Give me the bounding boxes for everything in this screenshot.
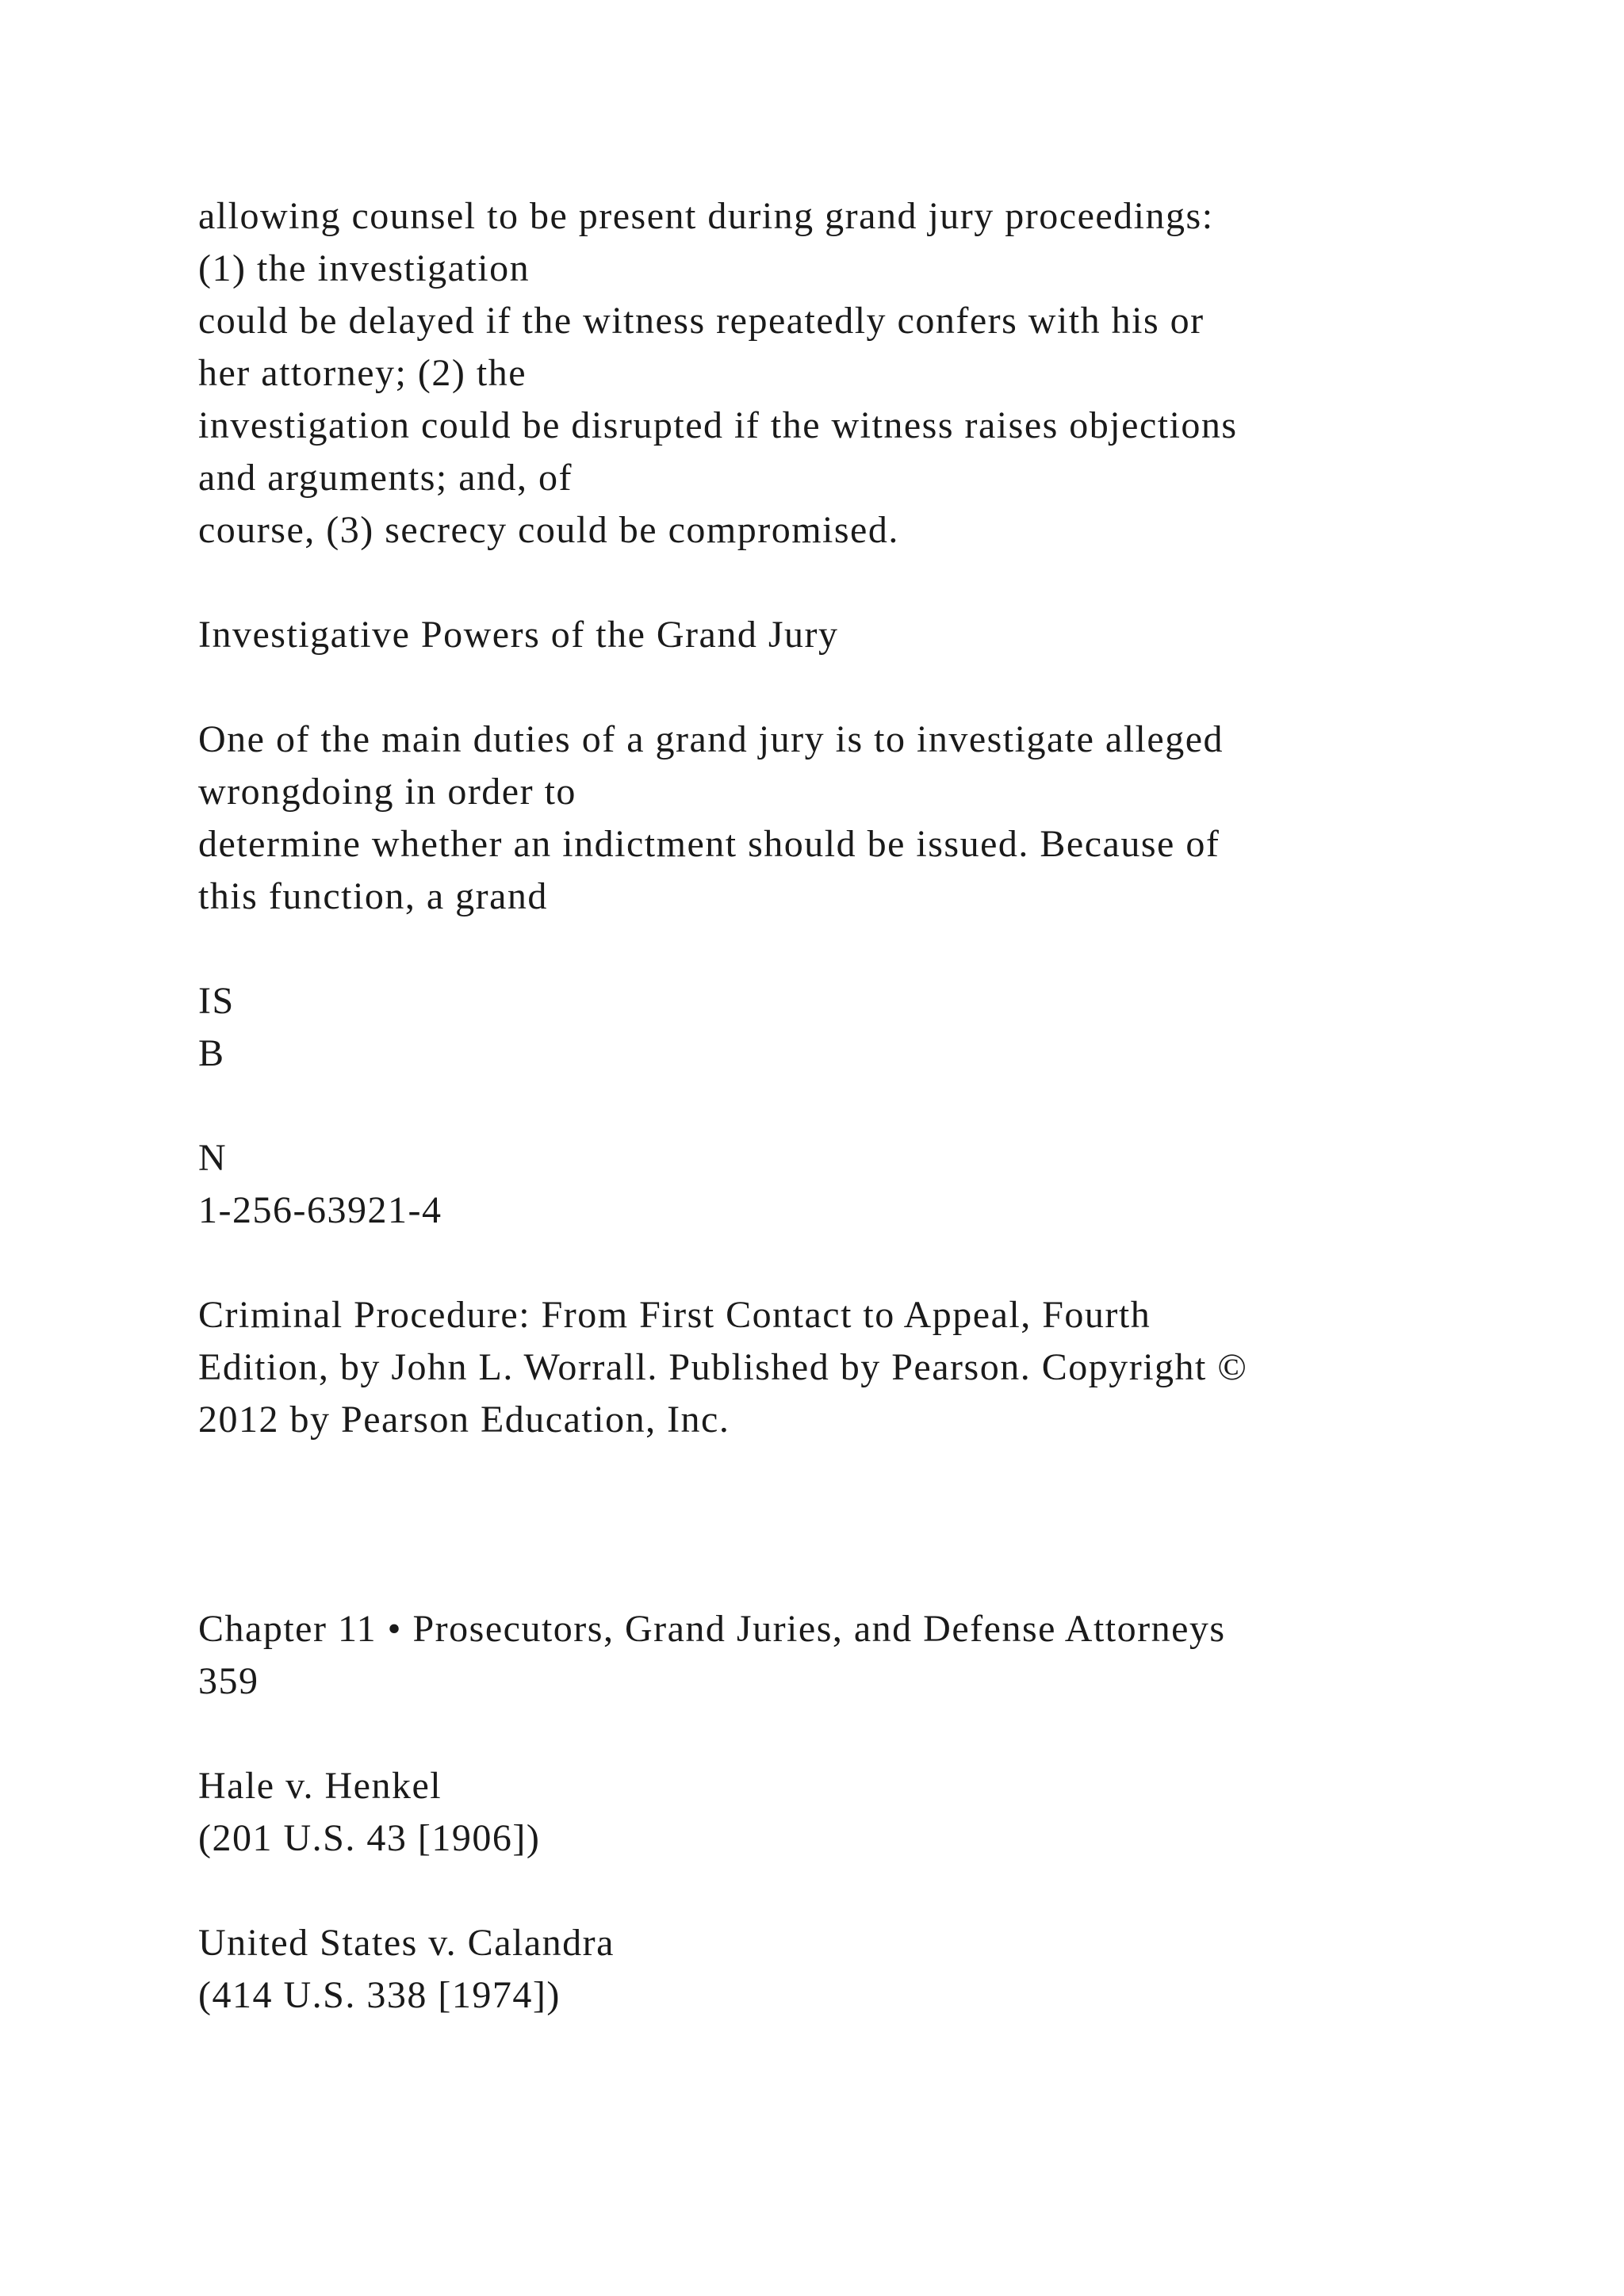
- text-line: Edition, by John L. Worrall. Published by Pearson. Copyright ©: [198, 1346, 1248, 1388]
- case-reference: (201 U.S. 43 [1906]): [198, 1817, 541, 1859]
- text-line: allowing counsel to be present during grand jury proceedings:: [198, 195, 1214, 237]
- copyright-notice: [198, 1289, 1546, 1446]
- isbn-number: 1-256-63921-4: [198, 1189, 442, 1231]
- chapter-title: Chapter 11 • Prosecutors, Grand Juries, and Defense Attorneys: [198, 1608, 1226, 1650]
- text-line: and arguments; and, of: [198, 457, 573, 499]
- case-reference: (414 U.S. 338 [1974]): [198, 1974, 561, 2016]
- spacer: [198, 1708, 1546, 1760]
- text-line: investigation could be disrupted if the witness raises objections: [198, 404, 1238, 446]
- case-name: United States v. Calandra: [198, 1922, 615, 1964]
- section-heading: Investigative Powers of the Grand Jury: [198, 614, 839, 656]
- spacer: [198, 557, 1546, 609]
- text-line: course, (3) secrecy could be compromised.: [198, 509, 899, 551]
- isbn-block: [198, 975, 1546, 1237]
- text-line: Criminal Procedure: From First Contact to Appeal, Fourth: [198, 1294, 1151, 1336]
- page-number: 359: [198, 1660, 259, 1702]
- spacer: [198, 1080, 1546, 1132]
- text-line: One of the main duties of a grand jury is to investigate alleged: [198, 718, 1224, 760]
- text-line: could be delayed if the witness repeatedly confers with his or: [198, 300, 1205, 342]
- isbn-fragment: B: [198, 1032, 225, 1074]
- text-line: (1) the investigation: [198, 247, 530, 289]
- text-line: determine whether an indictment should be issued. Because of: [198, 823, 1220, 865]
- text-line: wrongdoing in order to: [198, 771, 576, 813]
- text-line: her attorney; (2) the: [198, 352, 527, 394]
- text-line: 2012 by Pearson Education, Inc.: [198, 1399, 730, 1441]
- case-citation: [198, 1760, 1546, 1865]
- spacer: [198, 1237, 1546, 1289]
- case-name: Hale v. Henkel: [198, 1765, 442, 1807]
- spacer: [198, 661, 1546, 714]
- case-citation: [198, 1917, 1546, 2022]
- spacer: [198, 923, 1546, 975]
- spacer: [198, 1446, 1546, 1603]
- document-page: [198, 190, 1546, 2022]
- isbn-fragment: IS: [198, 980, 235, 1022]
- isbn-fragment: N: [198, 1137, 228, 1179]
- spacer: [198, 1865, 1546, 1917]
- running-header: [198, 1603, 1546, 1708]
- counsel-paragraph: [198, 190, 1546, 557]
- duties-paragraph: [198, 714, 1546, 923]
- text-line: this function, a grand: [198, 875, 548, 917]
